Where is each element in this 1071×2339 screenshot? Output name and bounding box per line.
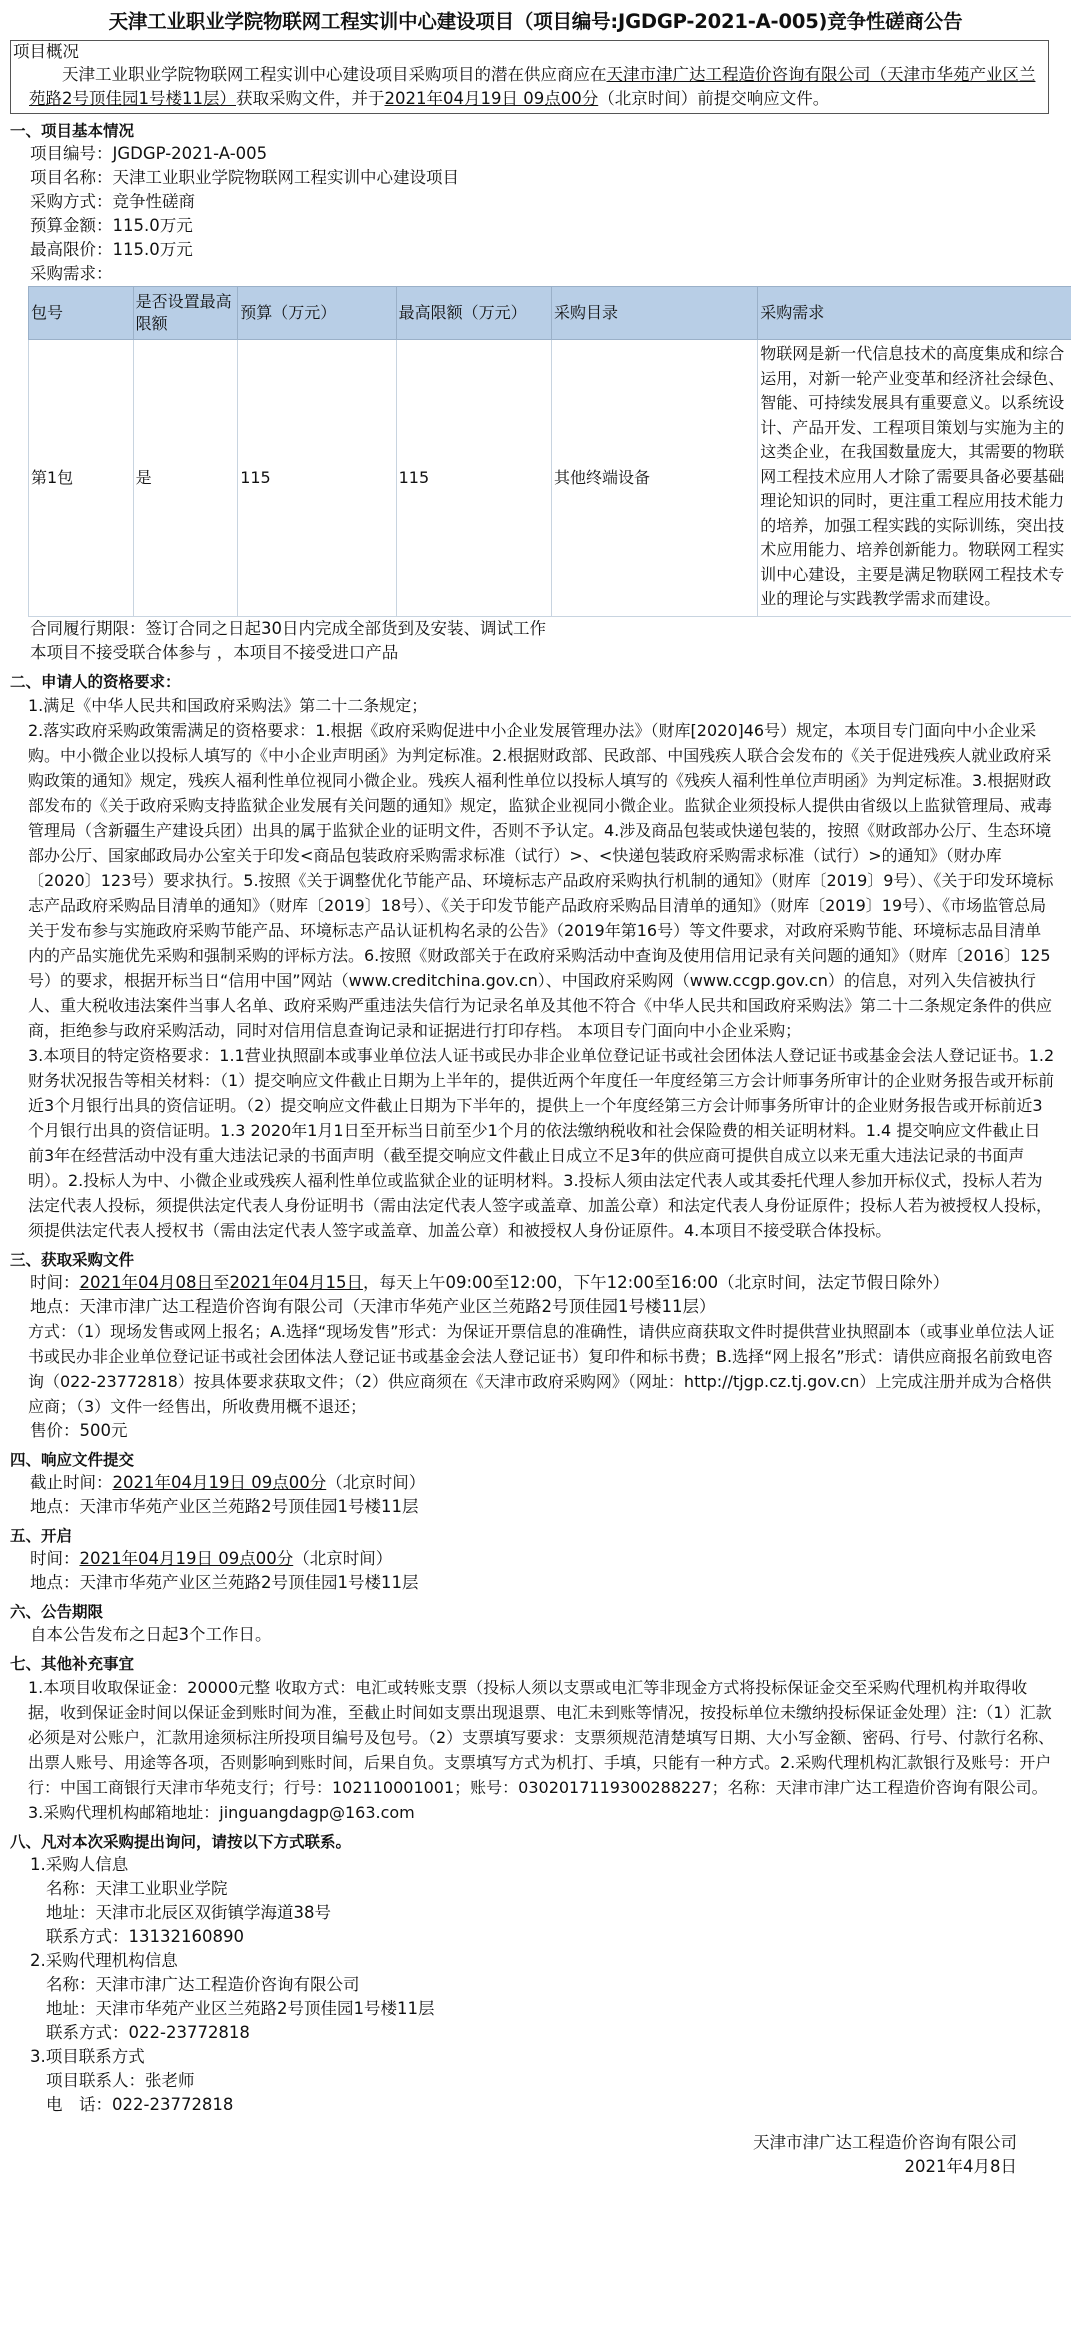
section-1-heading: 一、项目基本情况 [10, 122, 135, 140]
section-5-heading: 五、开启 [10, 1526, 73, 1545]
obtain-way: 方式：（1）现场发售或网上报名；A.选择“现场发售”形式：为保证开票信息的准确性，请供应商获取文件时提供营业执照副本（或事业单位法人证书或民办非企业单位登记证书或社会团体法人登记证书或基金会法人登记证书）复印件和标书费；B.选择“网上报名”形式：请供应商报名前致电咨询（022-23772818）按具体要求获取文件；（2）供应商须在《天津市政府采购网》（网址：http://tjgp.cz.tj.gov.cn）上完成注册并成为合格供应商；（3）文件一经售出，所收费用概不退还； [28, 1321, 1055, 1416]
col-needs: 采购需求 [758, 287, 1071, 340]
overview-heading: 项目概况 [13, 42, 79, 61]
notice-period: 自本公告发布之日起3个工作日。 [30, 1624, 272, 1644]
cell-has-limit: 是 [133, 340, 238, 617]
overview-box [10, 40, 1049, 114]
contact-title: 3.项目联系方式 [30, 2046, 145, 2066]
section-6-heading: 六、公告期限 [10, 1602, 104, 1621]
project-name: 项目名称：天津工业职业学院物联网工程实训中心建设项目 [30, 168, 459, 187]
overview-text [11, 63, 1048, 113]
max-price: 最高限价：115.0万元 [30, 240, 193, 259]
submit-deadline-label: 截止时间： [30, 1472, 113, 1492]
needs-label: 采购需求： [30, 264, 113, 283]
opening-time-value: 2021年04月19日 09点00分 [79, 1548, 294, 1568]
section-7-heading: 七、其他补充事宜 [10, 1654, 135, 1673]
table-row [29, 340, 1071, 617]
overview-text-b: 获取采购文件，并于 [236, 89, 385, 108]
signature-org: 天津市津广达工程造价咨询有限公司 [753, 2132, 1017, 2152]
col-has-limit: 是否设置最高限额 [133, 287, 238, 340]
obtain-date-from: 2021年04月08日 [79, 1272, 213, 1292]
obtain-place: 地点：天津市津广达工程造价咨询有限公司（天津市华苑产业区兰苑路2号顶佳园1号楼11层） [30, 1296, 716, 1316]
contract-term: 合同履行期限：签订合同之日起30日内完成全部货到及安装、调试工作 [30, 618, 546, 638]
page-title: 天津工业职业学院物联网工程实训中心建设项目（项目编号:JGDGP-2021-A-005)竞争性磋商公告 [108, 10, 963, 33]
qualification-3: 3.本项目的特定资格要求：1.1营业执照副本或事业单位法人证书或民办非企业单位登记证书或社会团体法人登记证书或基金会法人登记证书。1.2 财务状况报告等相关材料：（1）提交响应文件截止日期为上半年的，提供近两个年度任一年度经第三方会计师事务所审计的企业财务报告或开标前近3个月银行出具的资信证明。（2）提交响应文件截止日期为下半年的，提供上一个年度经第三方会计师事务所审计的企业财务报告或开标前近3个月银行出具的资信证明。1.3 2020年1月1日至开标当日前至少1个月的依法缴纳税收和社会保险费的相关证明材料。1.4 提交响应文件截止日前3年在经营活动中没有重大违法记录的书面声明（截至提交响应文件截止日成立不足3年的供应商可提供自成立以来无重大违法记录的书面声明）。2.投标人为中、小微企业或残疾人福利性单位或监狱企业的证明材料。3.投标人须由法定代表人或其委托代理人参加开标仪式，投标人若为法定代表人投标，须提供法定代表人身份证明书（需由法定代表人签字或盖章、加盖公章）和法定代表人身份证原件；投标人若为被授权人投标，须提供法定代表人授权书（需由法定代表人签字或盖章、加盖公章）和被授权人身份证原件。4.本项目不接受联合体投标。 [28, 1045, 1055, 1240]
buyer-phone: 联系方式：13132160890 [46, 1926, 244, 1946]
opening-time-post: （北京时间） [293, 1548, 393, 1568]
contact-person: 项目联系人：张老师 [46, 2070, 195, 2090]
col-budget: 预算（万元） [238, 287, 396, 340]
submit-place: 地点：天津市华苑产业区兰苑路2号顶佳园1号楼11层 [30, 1496, 419, 1516]
buyer-address: 地址：天津市北辰区双街镇学海道38号 [46, 1902, 331, 1922]
agent-name: 名称：天津市津广达工程造价咨询有限公司 [46, 1974, 360, 1994]
consortium-note: 本项目不接受联合体参与 ，本项目不接受进口产品 [30, 642, 399, 662]
project-number: 项目编号：JGDGP-2021-A-005 [30, 144, 268, 163]
overview-deadline: 2021年04月19日 09点00分 [384, 89, 599, 108]
procurement-method: 采购方式：竞争性磋商 [30, 192, 195, 211]
section-2-heading: 二、申请人的资格要求： [10, 672, 181, 691]
cell-max-limit: 115 [396, 340, 551, 617]
overview-text-c: （北京时间）前提交响应文件。 [598, 89, 830, 108]
submit-deadline [10, 1471, 1061, 1495]
obtain-date-to: 2021年04月15日 [229, 1272, 363, 1292]
cell-package-no: 第1包 [29, 340, 134, 617]
section-3-heading: 三、获取采购文件 [10, 1250, 135, 1269]
submit-deadline-post: （北京时间） [326, 1472, 426, 1492]
contact-phone: 电 话：022-23772818 [46, 2094, 234, 2114]
package-table [28, 286, 1071, 617]
agent-address: 地址：天津市华苑产业区兰苑路2号顶佳园1号楼11层 [46, 1998, 435, 2018]
obtain-time [10, 1271, 1061, 1295]
supplementary-text: 1.本项目收取保证金：20000元整 收取方式：电汇或转账支票（投标人须以支票或电汇等非现金方式将投标保证金交至采购代理机构并取得收据，收到保证金时间以保证金到账时间为准，至截止时间如支票出现退票、电汇未到账等情况，按投标单位未缴纳投标保证金处理）注:（1）汇款必须是对公账户，汇款用途须标注所投项目编号及包号。（2）支票填写要求：支票须规范清楚填写日期、大小写金额、密码、行号、付款行名称、出票人账号、用途等各项，否则影响到账时间，后果自负。支票填写方式为机打、手填，只能有一种方式。2.采购代理机构汇款银行及账号：开户行：中国工商银行天津市华苑支行；行号：102110001001；账号：0302017119300288227；名称：天津市津广达工程造价咨询有限公司。3.采购代理机构邮箱地址：jinguangdagp@163.com [28, 1677, 1055, 1822]
opening-place: 地点：天津市华苑产业区兰苑路2号顶佳园1号楼11层 [30, 1572, 419, 1592]
opening-time [10, 1547, 1061, 1571]
overview-place: 天津市津广达工程造价咨询有限公司（天津市华苑产业区兰苑路2号顶佳园1号楼11层） [29, 65, 1036, 108]
buyer-title: 1.采购人信息 [30, 1854, 129, 1874]
agent-phone: 联系方式：022-23772818 [46, 2022, 250, 2042]
agent-title: 2.采购代理机构信息 [30, 1950, 178, 1970]
col-max-limit: 最高限额（万元） [396, 287, 551, 340]
section-4-heading: 四、响应文件提交 [10, 1450, 135, 1469]
qualification-1: 1.满足《中华人民共和国政府采购法》第二十二条规定； [28, 695, 428, 715]
cell-catalog: 其他终端设备 [551, 340, 757, 617]
col-package-no: 包号 [29, 287, 134, 340]
submit-deadline-value: 2021年04月19日 09点00分 [112, 1472, 327, 1492]
cell-needs: 物联网是新一代信息技术的高度集成和综合运用，对新一轮产业变革和经济社会绿色、智能、可持续发展具有重要意义。以系统设计、产品开发、工程项目策划与实施为主的这类企业，在我国数量庞大，其需要的物联网工程技术应用人才除了需要具备必要基础理论知识的同时，更注重工程应用技术能力的培养，加强工程实践的实际训练，突出技术应用能力、培养创新能力。物联网工程实训中心建设，主要是满足物联网工程技术专业的理论与实践教学需求而建设。 [758, 340, 1071, 617]
qualification-2: 2.落实政府采购政策需满足的资格要求：1.根据《政府采购促进中小企业发展管理办法》（财库[2020]46号）规定，本项目专门面向中小企业采购。中小微企业以投标人填写的《中小企业声明函》为判定标准。2.根据财政部、民政部、中国残疾人联合会发布的《关于促进残疾人就业政府采购政策的通知》规定，残疾人福利性单位视同小微企业。残疾人福利性单位以投标人填写的《残疾人福利性单位声明函》为判定标准。3.根据财政部发布的《关于政府采购支持监狱企业发展有关问题的通知》规定，监狱企业视同小微企业。监狱企业须投标人提供由省级以上监狱管理局、戒毒管理局（含新疆生产建设兵团）出具的属于监狱企业的证明文件，否则不予认定。4.涉及商品包装或快递包装的，按照《财政部办公厅、生态环境部办公厅、国家邮政局办公室关于印发<商品包装政府采购需求标准（试行）>、<快递包装政府采购需求标准（试行）>的通知》（财办库〔2020〕123号）要求执行。5.按照《关于调整优化节能产品、环境标志产品政府采购执行机制的通知》（财库〔2019〕9号）、《关于印发环境标志产品政府采购品目清单的通知》（财库〔2019〕18号）、《关于印发节能产品政府采购品目清单的通知》（财库〔2019〕19号）、《市场监管总局关于发布参与实施政府采购节能产品、环境标志产品认证机构名录的公告》（2019年第16号）等文件要求，对政府采购节能、环境标志品目清单内的产品实施优先采购和强制采购的评标方法。6.按照《财政部关于在政府采购活动中查询及使用信用记录有关问题的通知》（财库〔2016〕125号）的要求，根据开标当日“信用中国”网站（www.creditchina.gov.cn）、中国政府采购网（www.ccgp.gov.cn）的信息，对列入失信被执行人、重大税收违法案件当事人名单、政府采购严重违法失信行为记录名单及其他不符合《中华人民共和国政府采购法》第二十二条规定条件的供应商，拒绝参与政府采购活动，同时对信用信息查询记录和证据进行打印存档。 本项目专门面向中小企业采购； [28, 720, 1054, 1040]
budget-amount: 预算金额：115.0万元 [30, 216, 193, 235]
section-8-heading: 八、凡对本次采购提出询问，请按以下方式联系。 [10, 1832, 352, 1851]
signature-date: 2021年4月8日 [904, 2156, 1017, 2176]
buyer-name: 名称：天津工业职业学院 [46, 1878, 228, 1898]
opening-time-label: 时间： [30, 1548, 80, 1568]
document-price: 售价：500元 [30, 1420, 128, 1440]
overview-text-a: 天津工业职业学院物联网工程实训中心建设项目采购项目的潜在供应商应在 [62, 65, 607, 84]
cell-budget: 115 [238, 340, 396, 617]
obtain-time-post: ，每天上午09:00至12:00，下午12:00至16:00（北京时间，法定节假日除外） [362, 1272, 950, 1292]
obtain-time-label: 时间： [30, 1272, 80, 1292]
table-header-row [29, 287, 1071, 340]
obtain-time-mid: 至 [212, 1272, 230, 1292]
col-catalog: 采购目录 [551, 287, 757, 340]
